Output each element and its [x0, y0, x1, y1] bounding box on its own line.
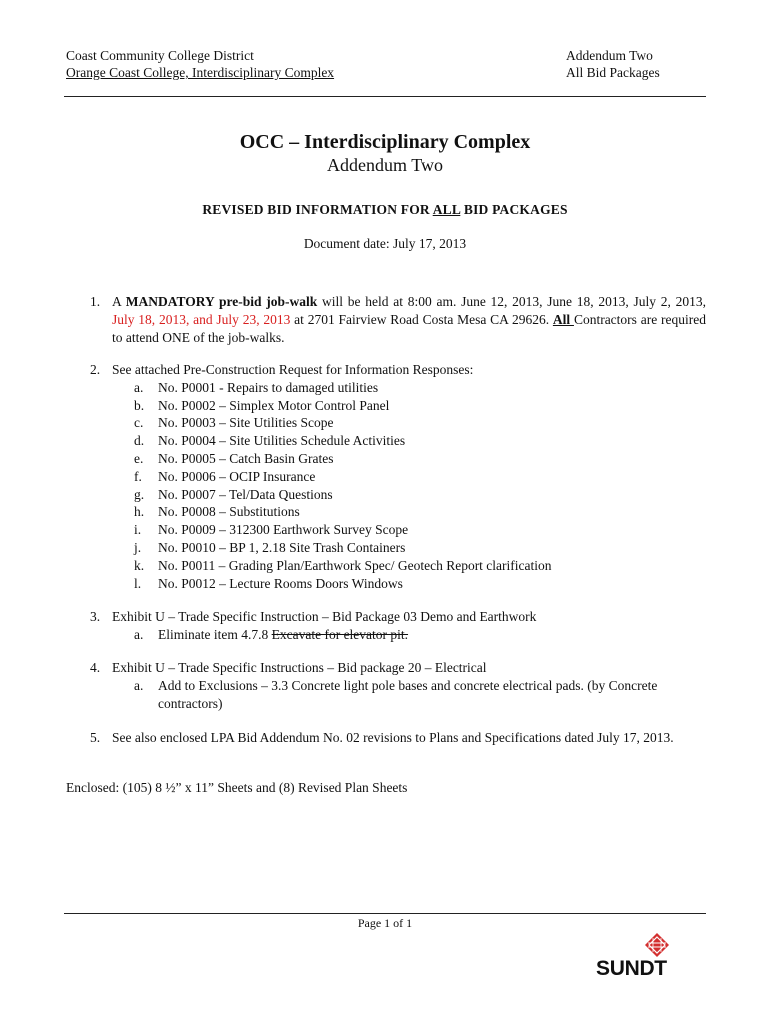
- item-number: 1.: [90, 294, 101, 309]
- item3-sublist: [112, 626, 706, 644]
- item1-text-a: A: [112, 294, 126, 309]
- sub-item: [112, 557, 706, 575]
- item-number: 3.: [90, 609, 101, 624]
- sub-text: No. P0010 – BP 1, 2.18 Site Trash Containers: [158, 539, 406, 555]
- header-left: [66, 47, 334, 81]
- sub-item: [112, 486, 706, 504]
- sundt-logo-text: SUNDT: [596, 957, 667, 980]
- list-item-1: [66, 293, 706, 346]
- red-dates: July 18, 2013, and July 23, 2013: [112, 311, 291, 327]
- list-item-3: [66, 608, 706, 644]
- sub-text: Eliminate item 4.7.8: [158, 626, 272, 642]
- sub-text: No. P0009 – 312300 Earthwork Survey Scope: [158, 522, 409, 538]
- item-text: See also enclosed LPA Bid Addendum No. 02 revisions to Plans and Specifications dated July 17, 2013.: [112, 730, 674, 745]
- sub-text: No. P0007 – Tel/Data Questions: [158, 486, 333, 502]
- sub-text: No. P0011 – Grading Plan/Earthwork Spec/ Geotech Report clarification: [158, 557, 552, 573]
- item-number: 5.: [90, 730, 101, 745]
- sub-text: Add to Exclusions – 3.3 Concrete light pole bases and concrete electrical pads. (by Concrete contractors): [158, 677, 658, 711]
- item-text: See attached Pre-Construction Request for Information Responses:: [112, 362, 474, 377]
- sub-item: [112, 521, 706, 539]
- sub-item: [112, 397, 706, 415]
- sub-item: [112, 677, 678, 713]
- item1-text-c: at 2701 Fairview Road Costa Mesa CA 29626.: [290, 311, 553, 327]
- item-text: Exhibit U – Trade Specific Instruction – Bid Package 03 Demo and Earthwork: [112, 609, 537, 624]
- struck-text: Excavate for elevator pit.: [271, 626, 409, 642]
- list-item-5: [66, 729, 706, 747]
- sub-item: [112, 539, 706, 557]
- sub-letter: a.: [134, 677, 144, 693]
- sub-item: [112, 379, 706, 397]
- item-number: 4.: [90, 660, 101, 675]
- document-subtitle: Addendum Two: [327, 155, 443, 175]
- header-right: [566, 47, 660, 81]
- header-addendum: Addendum Two: [566, 48, 653, 63]
- page-number: Page 1 of 1: [357, 916, 413, 930]
- sub-letter: b.: [134, 397, 145, 413]
- sub-letter: a.: [134, 379, 144, 395]
- revised-heading: [0, 201, 770, 219]
- sub-item: [112, 432, 706, 450]
- sub-text: No. P0005 – Catch Basin Grates: [158, 450, 334, 466]
- list-item-2: [66, 361, 706, 592]
- sub-letter: l.: [134, 575, 142, 591]
- sub-letter: j.: [134, 539, 142, 555]
- item1-text-b: will be held at 8:00 am. June 12, 2013, June 18, 2013, July 2, 2013,: [317, 294, 706, 309]
- header-divider: [64, 96, 706, 97]
- sub-item: [112, 450, 706, 468]
- header-district: Coast Community College District: [66, 48, 254, 63]
- sub-text: No. P0001 - Repairs to damaged utilities: [158, 379, 379, 395]
- sub-letter: h.: [134, 504, 145, 520]
- sub-letter: g.: [134, 486, 145, 502]
- sub-item: [112, 414, 706, 432]
- sub-item: [112, 468, 706, 486]
- header-bid-packages: All Bid Packages: [566, 65, 660, 80]
- sub-text: No. P0003 – Site Utilities Scope: [158, 415, 334, 431]
- item4-sublist: [112, 677, 706, 713]
- document-title: OCC – Interdisciplinary Complex: [239, 131, 531, 153]
- header-project: Orange Coast College, Interdisciplinary Complex: [66, 65, 335, 80]
- sub-text: No. P0004 – Site Utilities Schedule Activities: [158, 433, 406, 449]
- item-number: 2.: [90, 362, 101, 377]
- sub-text: No. P0012 – Lecture Rooms Doors Windows: [158, 575, 403, 591]
- sub-letter: d.: [134, 433, 145, 449]
- revised-heading-start: REVISED BID INFORMATION FOR: [202, 202, 433, 217]
- item-text: Exhibit U – Trade Specific Instructions – Bid package 20 – Electrical: [112, 660, 487, 675]
- sub-item: [112, 575, 706, 593]
- sub-text: No. P0008 – Substitutions: [158, 504, 300, 520]
- sub-letter: i.: [134, 522, 142, 538]
- sub-letter: e.: [134, 450, 144, 466]
- enclosed-note: Enclosed: (105) 8 ½” x 11” Sheets and (8) Revised Plan Sheets: [66, 780, 408, 795]
- sub-item: [112, 503, 706, 521]
- sub-text: No. P0002 – Simplex Motor Control Panel: [158, 397, 390, 413]
- item1-text-d: Contractors are required to attend ONE of the job-walks.: [112, 311, 706, 345]
- document-date: Document date: July 17, 2013: [303, 236, 467, 251]
- list-item-4: [66, 659, 706, 712]
- sub-letter: c.: [134, 415, 144, 431]
- rfi-sublist: [112, 379, 706, 593]
- item-text: [112, 293, 706, 346]
- sub-letter: k.: [134, 557, 145, 573]
- sub-text: No. P0006 – OCIP Insurance: [158, 468, 316, 484]
- mandatory-text: MANDATORY pre-bid job-walk: [125, 294, 318, 309]
- footer-divider: [64, 913, 706, 914]
- revised-heading-all: ALL: [432, 202, 461, 217]
- sub-item: [112, 626, 706, 644]
- revised-heading-end: BID PACKAGES: [460, 202, 568, 217]
- sub-letter: f.: [134, 468, 142, 484]
- all-text: All: [552, 311, 574, 327]
- sub-letter: a.: [134, 626, 144, 642]
